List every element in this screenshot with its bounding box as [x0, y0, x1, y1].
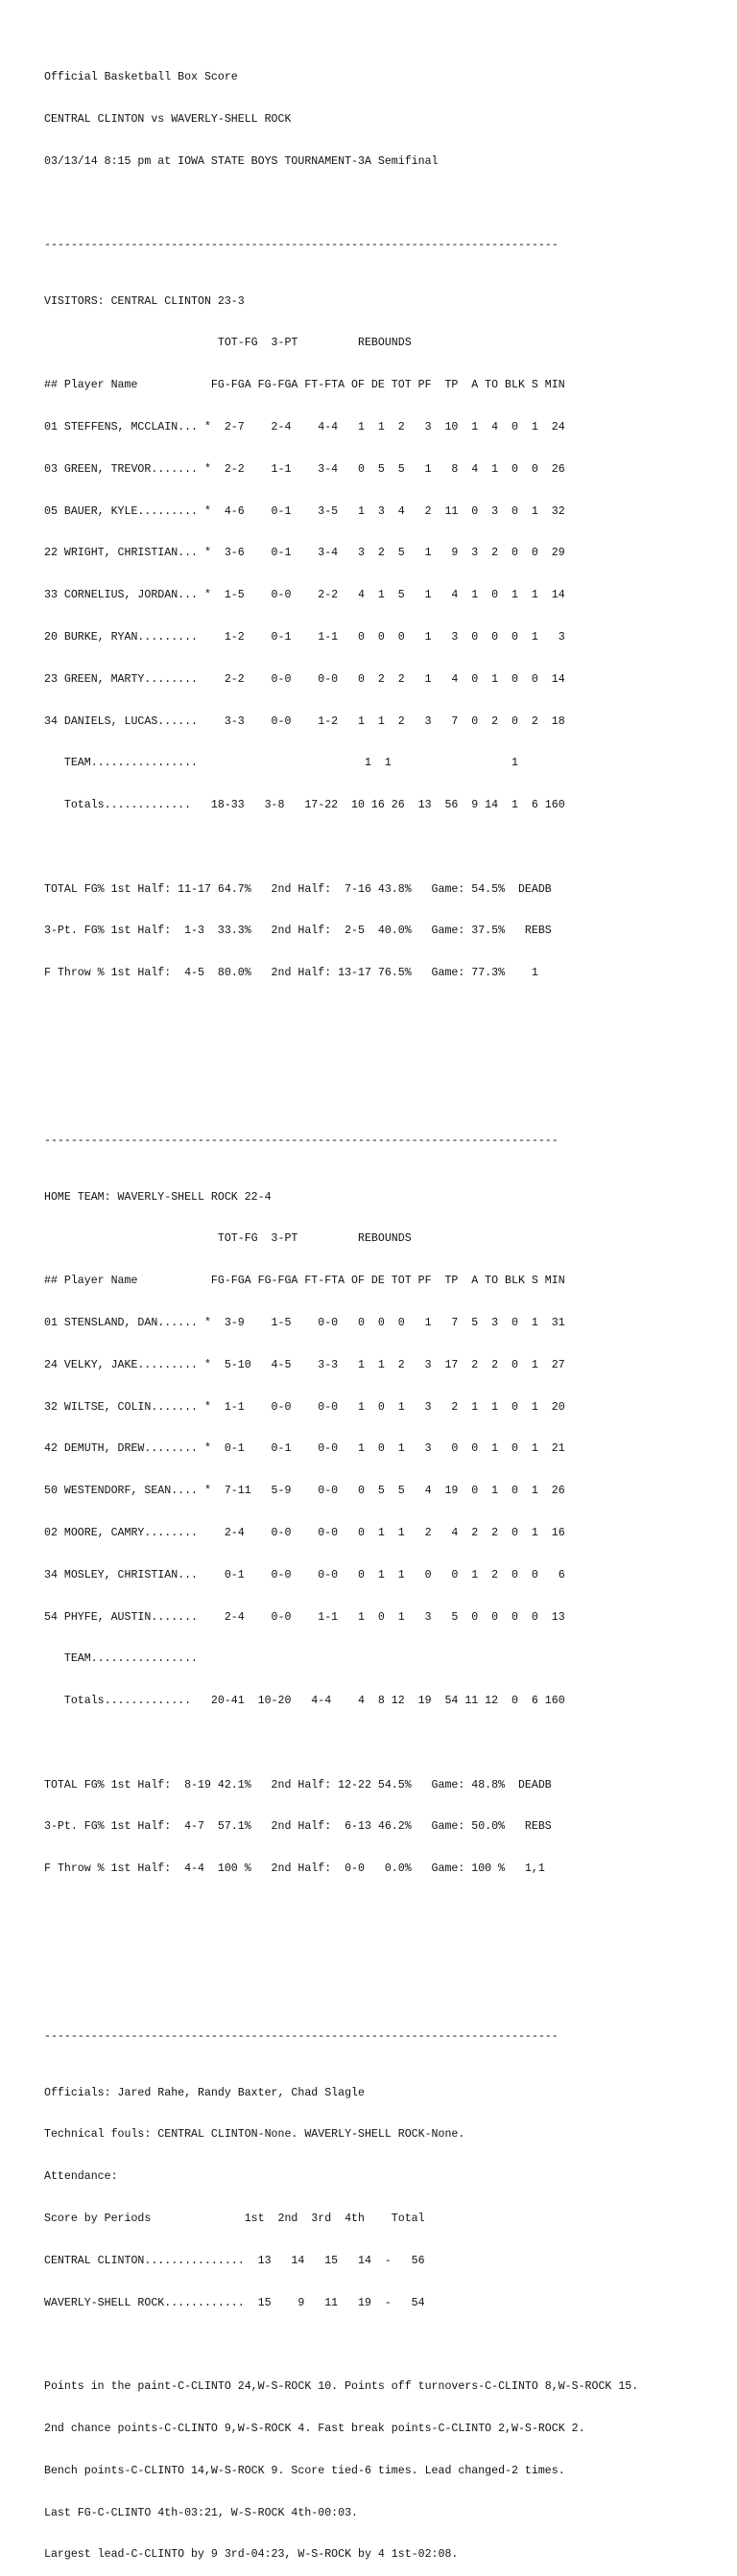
home-totals-row: Totals............. 20-41 10-20 4-4 4 8 12 19 54 11 12 0 6 160	[44, 1695, 565, 1708]
spacer	[44, 1947, 638, 1961]
visitors-player-row: 03 GREEN, TREVOR....... * 2-2 1-1 3-4 0 5 5 1 8 4 1 0 0 26	[44, 462, 565, 476]
home-player-row: 42 DEMUTH, DREW........ * 0-1 0-1 0-0 1 0 1 3 0 0 1 0 1 21	[44, 1442, 565, 1456]
spacer	[44, 198, 638, 212]
home-team-row: TEAM................	[44, 1652, 199, 1666]
spacer	[44, 2338, 638, 2353]
home-player-row: 32 WILTSE, COLIN....... * 1-1 0-0 0-0 1 0 1 3 2 1 1 0 1 20	[44, 1400, 565, 1414]
officials-line: Officials: Jared Rahe, Randy Baxter, Chad Slagle	[44, 2086, 365, 2099]
game-note: Last FG-C-CLINTO 4th-03:21, W-S-ROCK 4th-00:03.	[44, 2506, 358, 2519]
game-note: Points in the paint-C-CLINTO 24,W-S-ROCK 10. Points off turnovers-C-CLINTO 8,W-S-ROCK 15.	[44, 2380, 639, 2394]
visitors-pct-row: F Throw % 1st Half: 4-5 80.0% 2nd Half: 13-17 76.5% Game: 77.3% 1	[44, 967, 538, 980]
spacer	[44, 1905, 638, 1919]
spacer	[44, 1737, 638, 1751]
event-line: 03/13/14 8:15 pm at IOWA STATE BOYS TOURNAMENT-3A Semifinal	[44, 154, 439, 168]
separator: -----------------------------------------------------------------------------	[44, 2030, 559, 2044]
game-note: Bench points-C-CLINTO 14,W-S-ROCK 9. Score tied-6 times. Lead changed-2 times.	[44, 2464, 565, 2477]
visitors-header-row: ## Player Name FG-FGA FG-FGA FT-FTA OF DE TOT PF TP A TO BLK S MIN	[44, 379, 565, 392]
home-pct-row: 3-Pt. FG% 1st Half: 4-7 57.1% 2nd Half: 6-13 46.2% Game: 50.0% REBS	[44, 1820, 552, 1834]
home-player-row: 34 MOSLEY, CHRISTIAN... 0-1 0-0 0-0 0 1 1 0 0 1 2 0 0 6	[44, 1568, 565, 1581]
home-pct-row: F Throw % 1st Half: 4-4 100 % 2nd Half: 0-0 0.0% Game: 100 % 1,1	[44, 1862, 545, 1876]
home-pct-row: TOTAL FG% 1st Half: 8-19 42.1% 2nd Half: 12-22 54.5% Game: 48.8% DEADB	[44, 1778, 552, 1791]
document-title: Official Basketball Box Score	[44, 71, 238, 84]
visitors-totals-row: Totals............. 18-33 3-8 17-22 10 16 26 13 56 9 14 1 6 160	[44, 799, 565, 812]
spacer	[44, 841, 638, 855]
home-player-row: 01 STENSLAND, DAN...... * 3-9 1-5 0-0 0 0 0 1 7 5 3 0 1 31	[44, 1317, 565, 1330]
home-header-row: ## Player Name FG-FGA FG-FGA FT-FTA OF DE TOT PF TP A TO BLK S MIN	[44, 1275, 565, 1288]
visitors-player-row: 22 WRIGHT, CHRISTIAN... * 3-6 0-1 3-4 3 2 5 1 9 3 2 0 0 29	[44, 547, 565, 560]
periods-header: Score by Periods 1st 2nd 3rd 4th Total	[44, 2213, 425, 2226]
spacer	[44, 1009, 638, 1023]
visitors-player-row: 20 BURKE, RYAN......... 1-2 0-1 1-1 0 0 0 1 3 0 0 0 1 3	[44, 630, 565, 644]
home-player-row: 02 MOORE, CAMRY........ 2-4 0-0 0-0 0 1 1 2 4 2 2 0 1 16	[44, 1526, 565, 1539]
visitors-pct-row: 3-Pt. FG% 1st Half: 1-3 33.3% 2nd Half: 2-5 40.0% Game: 37.5% REBS	[44, 925, 552, 938]
visitors-header-row: TOT-FG 3-PT REBOUNDS	[44, 337, 412, 350]
game-note: Largest lead-C-CLINTO by 9 3rd-04:23, W-S-ROCK by 4 1st-02:08.	[44, 2548, 459, 2562]
matchup-line: CENTRAL CLINTON vs WAVERLY-SHELL ROCK	[44, 112, 292, 126]
visitors-player-row: 34 DANIELS, LUCAS...... 3-3 0-0 1-2 1 1 2 3 7 0 2 0 2 18	[44, 714, 565, 728]
home-player-row: 24 VELKY, JAKE......... * 5-10 4-5 3-3 1 1 2 3 17 2 2 0 1 27	[44, 1358, 565, 1371]
technical-fouls-line: Technical fouls: CENTRAL CLINTON-None. WAVERLY-SHELL ROCK-None.	[44, 2128, 465, 2142]
spacer	[44, 1989, 638, 2003]
separator: -----------------------------------------------------------------------------	[44, 239, 559, 252]
visitors-team-line: VISITORS: CENTRAL CLINTON 23-3	[44, 294, 245, 308]
home-player-row: 50 WESTENDORF, SEAN.... * 7-11 5-9 0-0 0 5 5 4 19 0 1 0 1 26	[44, 1485, 565, 1498]
visitors-pct-row: TOTAL FG% 1st Half: 11-17 64.7% 2nd Half: 7-16 43.8% Game: 54.5% DEADB	[44, 882, 552, 896]
visitors-team-row: TEAM................ 1 1 1	[44, 757, 518, 770]
visitors-player-row: 23 GREEN, MARTY........ 2-2 0-0 0-0 0 2 2 1 4 0 1 0 0 14	[44, 672, 565, 686]
periods-row: WAVERLY-SHELL ROCK............ 15 9 11 19 - 54	[44, 2296, 425, 2309]
home-team-line: HOME TEAM: WAVERLY-SHELL ROCK 22-4	[44, 1190, 272, 1204]
home-header-row: TOT-FG 3-PT REBOUNDS	[44, 1232, 412, 1246]
box-score-document	[44, 43, 638, 2576]
visitors-player-row: 33 CORNELIUS, JORDAN... * 1-5 0-0 2-2 4 1 5 1 4 1 0 1 1 14	[44, 589, 565, 602]
spacer	[44, 1093, 638, 1108]
home-player-row: 54 PHYFE, AUSTIN....... 2-4 0-0 1-1 1 0 1 3 5 0 0 0 0 13	[44, 1610, 565, 1624]
game-note: 2nd chance points-C-CLINTO 9,W-S-ROCK 4. Fast break points-C-CLINTO 2,W-S-ROCK 2.	[44, 2422, 585, 2435]
periods-row: CENTRAL CLINTON............... 13 14 15 14 - 56	[44, 2254, 425, 2267]
visitors-player-row: 05 BAUER, KYLE......... * 4-6 0-1 3-5 1 3 4 2 11 0 3 0 1 32	[44, 504, 565, 518]
spacer	[44, 1051, 638, 1066]
visitors-player-row: 01 STEFFENS, MCCLAIN... * 2-7 2-4 4-4 1 1 2 3 10 1 4 0 1 24	[44, 421, 565, 434]
separator: -----------------------------------------------------------------------------	[44, 1135, 559, 1148]
attendance-line: Attendance:	[44, 2170, 118, 2184]
